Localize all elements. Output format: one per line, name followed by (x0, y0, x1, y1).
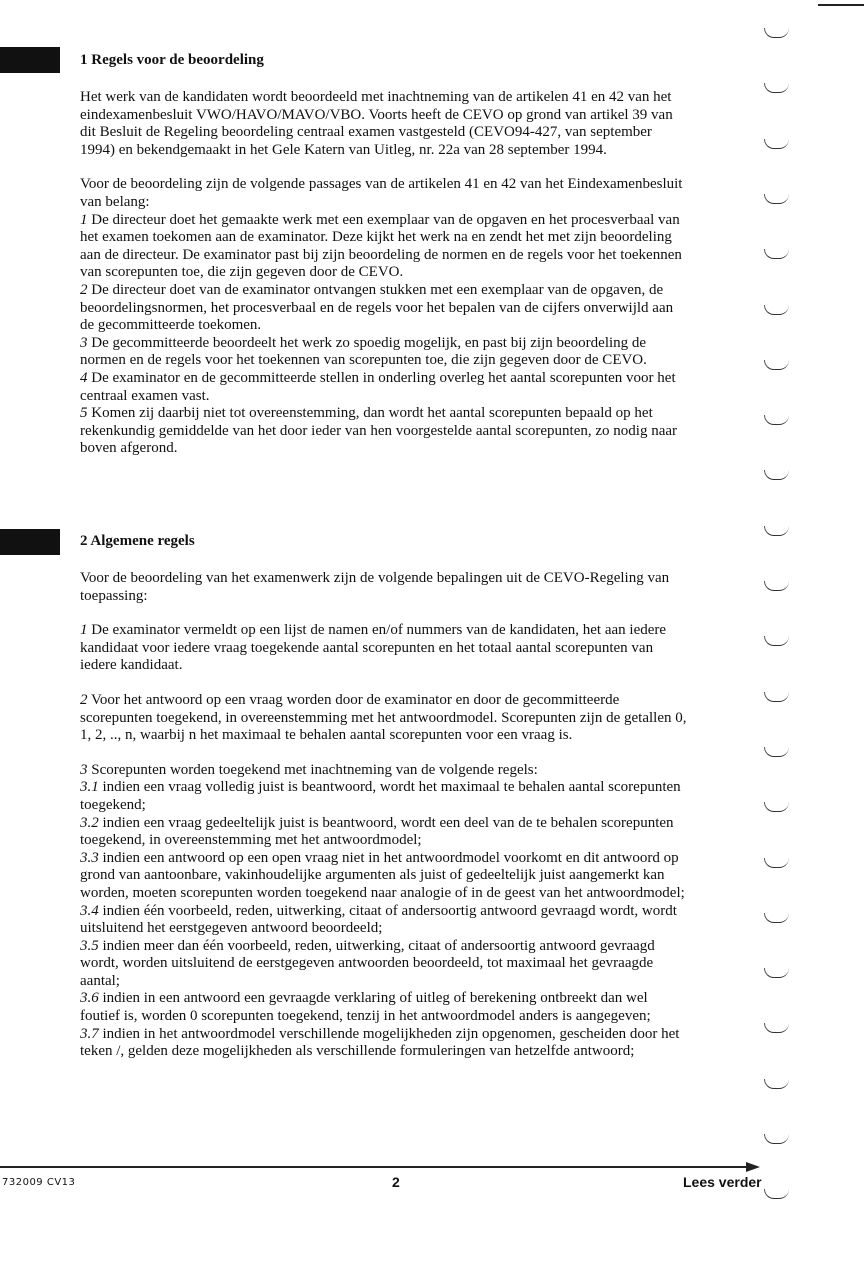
rule-number: 2 (80, 691, 88, 708)
binding-mark (764, 1079, 789, 1089)
binding-mark (764, 858, 789, 868)
binding-mark (764, 470, 789, 480)
item-number: 5 (80, 405, 88, 422)
subrule-text: indien een vraag gedeeltelijk juist is beantwoord, wordt een deel van de te behalen scorepunten toegekend, in overeenstemming met het antwoordmodel; (80, 814, 674, 849)
subrule (80, 779, 690, 814)
item-number: 2 (80, 281, 88, 298)
subrule-text: indien in het antwoordmodel verschillende mogelijkheden zijn opgenomen, gescheiden door het teken /, gelden deze mogelijkheden als verschillende formuleringen van hetzelfde antwoord; (80, 1025, 680, 1060)
subrule-number: 3.4 (80, 902, 99, 919)
rule-number: 3 (80, 761, 88, 778)
binding-mark (764, 636, 789, 646)
top-edge-line (818, 4, 864, 6)
subrule (80, 938, 690, 991)
binding-mark (764, 83, 789, 93)
binding-mark (764, 581, 789, 591)
list-item (80, 212, 690, 282)
subrule-text: indien één voorbeeld, reden, uitwerking, citaat of andersoortig antwoord gevraagd wordt, wordt uitsluitend het eerstgegeven antwoord beoordeeld; (80, 902, 677, 937)
item-text: De gecommitteerde beoordeelt het werk zo spoedig mogelijk, en past bij zijn beoordeling de normen en de regels voor het toekennen van scorepunten toe, die zijn gegeven door de CEVO. (80, 334, 647, 369)
list-item (80, 370, 690, 405)
subrule-number: 3.1 (80, 779, 99, 796)
subrule (80, 903, 690, 938)
subrule-number: 3.2 (80, 814, 99, 831)
subrule-text: indien in een antwoord een gevraagde verklaring of uitleg of berekening ontbreekt dan wel foutief is, worden 0 scorepunten toegekend, tenzij in het antwoordmodel anders is aangegeven; (80, 990, 651, 1025)
item-number: 1 (80, 211, 88, 228)
binding-mark (764, 747, 789, 757)
binding-mark (764, 1189, 789, 1199)
binding-mark (764, 139, 789, 149)
list-item (80, 405, 690, 458)
binding-mark (764, 692, 789, 702)
subrule (80, 850, 690, 903)
binding-mark (764, 802, 789, 812)
binding-mark (764, 913, 789, 923)
paragraph: Voor de beoordeling van het examenwerk zijn de volgende bepalingen uit de CEVO-Regeling van toepassing: (80, 570, 670, 604)
binding-mark (764, 305, 789, 315)
footer-rule (0, 1166, 748, 1168)
binding-mark (764, 194, 789, 204)
item-text: De directeur doet het gemaakte werk met een exemplaar van de opgaven en het procesverbaal van het examen toekomen aan de examinator. Deze kijkt het werk na en zendt het met zijn beoordeling aan de directeur. De examinator past bij zijn beoordeling de normen en de regels voor het toekennen van scorepunten toe, die zijn gegeven door de CEVO. (80, 211, 682, 281)
continue-label: Lees verder (683, 1174, 762, 1190)
section-marker-bar (0, 529, 60, 555)
item-text: De examinator en de gecommitteerde stellen in onderling overleg het aantal scorepunten voor het centraal examen vast. (80, 369, 676, 404)
subrule (80, 815, 690, 850)
binding-mark (764, 249, 789, 259)
binding-mark (764, 360, 789, 370)
arrow-right-icon (746, 1162, 760, 1172)
subrule-number: 3.5 (80, 937, 99, 954)
item-number: 4 (80, 369, 88, 386)
subrule-number: 3.6 (80, 990, 99, 1007)
document-code: 732009 CV13 (2, 1177, 76, 1188)
binding-mark (764, 968, 789, 978)
subrule (80, 990, 690, 1025)
item-text: De directeur doet van de examinator ontvangen stukken met een exemplaar van de opgaven, de beoordelingsnormen, het procesverbaal en de regels voor het bepalen van de cijfers onverwijld aan de gecommitteerde toekomen. (80, 281, 674, 334)
list-item (80, 282, 690, 335)
subrule-number: 3.3 (80, 849, 99, 866)
paragraph: Voor de beoordeling zijn de volgende passages van de artikelen 41 en 42 van het Eindexamenbesluit van belang: (80, 176, 683, 210)
page-number: 2 (392, 1174, 400, 1190)
subrule (80, 1026, 690, 1061)
rule-text: Voor het antwoord op een vraag worden door de examinator en door de gecommitteerde scorepunten toegekend, in overeenstemming met het antwoordmodel. Scorepunten zijn de getallen 0, 1, 2, .., n, waarbij n het maximaal te behalen aantal scorepunten voor een vraag is. (80, 691, 687, 744)
subrule-text: indien meer dan één voorbeeld, reden, uitwerking, citaat of andersoortig antwoord gevraagd wordt, worden uitsluitend de eerstgegeven antwoorden beoordeeld, tot maximaal het gevraagde aantal; (80, 937, 655, 989)
binding-mark (764, 28, 789, 38)
binding-mark (764, 526, 789, 536)
section-2-body (80, 570, 690, 1061)
rule (80, 622, 690, 675)
subrule-text: indien een antwoord op een open vraag niet in het antwoordmodel voorkomt en dit antwoord op grond van aantoonbare, vakinhoudelijke argumenten als juist of gedeeltelijk juist aangemerkt kan worden, moeten scorepunten worden toegekend naar analogie of in de geest van het antwoordmodel; (80, 849, 685, 901)
binding-mark (764, 1134, 789, 1144)
rule-number: 1 (80, 622, 88, 639)
rule (80, 692, 690, 745)
subrule-number: 3.7 (80, 1025, 99, 1042)
rule-text: Scorepunten worden toegekend met inachtneming van de volgende regels: (91, 761, 538, 778)
section-marker-bar (0, 47, 60, 73)
rule-text: De examinator vermeldt op een lijst de namen en/of nummers van de kandidaten, het aan iedere kandidaat voor iedere vraag toegekende aantal scorepunten en het totaal aantal scorepunten van iedere kandidaat. (80, 622, 667, 674)
paragraph: Het werk van de kandidaten wordt beoordeeld met inachtneming van de artikelen 41 en 42 van het eindexamenbesluit VWO/HAVO/MAVO/VBO. Voorts heeft de CEVO op grond van artikel 39 van dit Besluit de Regeling beoordeling centraal examen vastgesteld (CEVO94-427, van september 1994) en bekendgemaakt in het Gele Katern van Uitleg, nr. 22a van 28 september 1994. (80, 89, 673, 158)
binding-mark (764, 1023, 789, 1033)
section-2-heading: 2 Algemene regels (80, 533, 195, 549)
section-1-heading: 1 Regels voor de beoordeling (80, 52, 264, 68)
list-item (80, 335, 690, 370)
binding-mark (764, 415, 789, 425)
subrule-text: indien een vraag volledig juist is beantwoord, wordt het maximaal te behalen aantal scorepunten toegekend; (80, 779, 681, 813)
item-text: Komen zij daarbij niet tot overeenstemming, dan wordt het aantal scorepunten bepaald op het rekenkundig gemiddelde van het door ieder van hen voorgestelde aantal scorepunten, zo nodig naar boven afgerond. (80, 405, 678, 457)
item-number: 3 (80, 334, 88, 351)
section-1-body (80, 89, 690, 458)
rule (80, 762, 690, 780)
